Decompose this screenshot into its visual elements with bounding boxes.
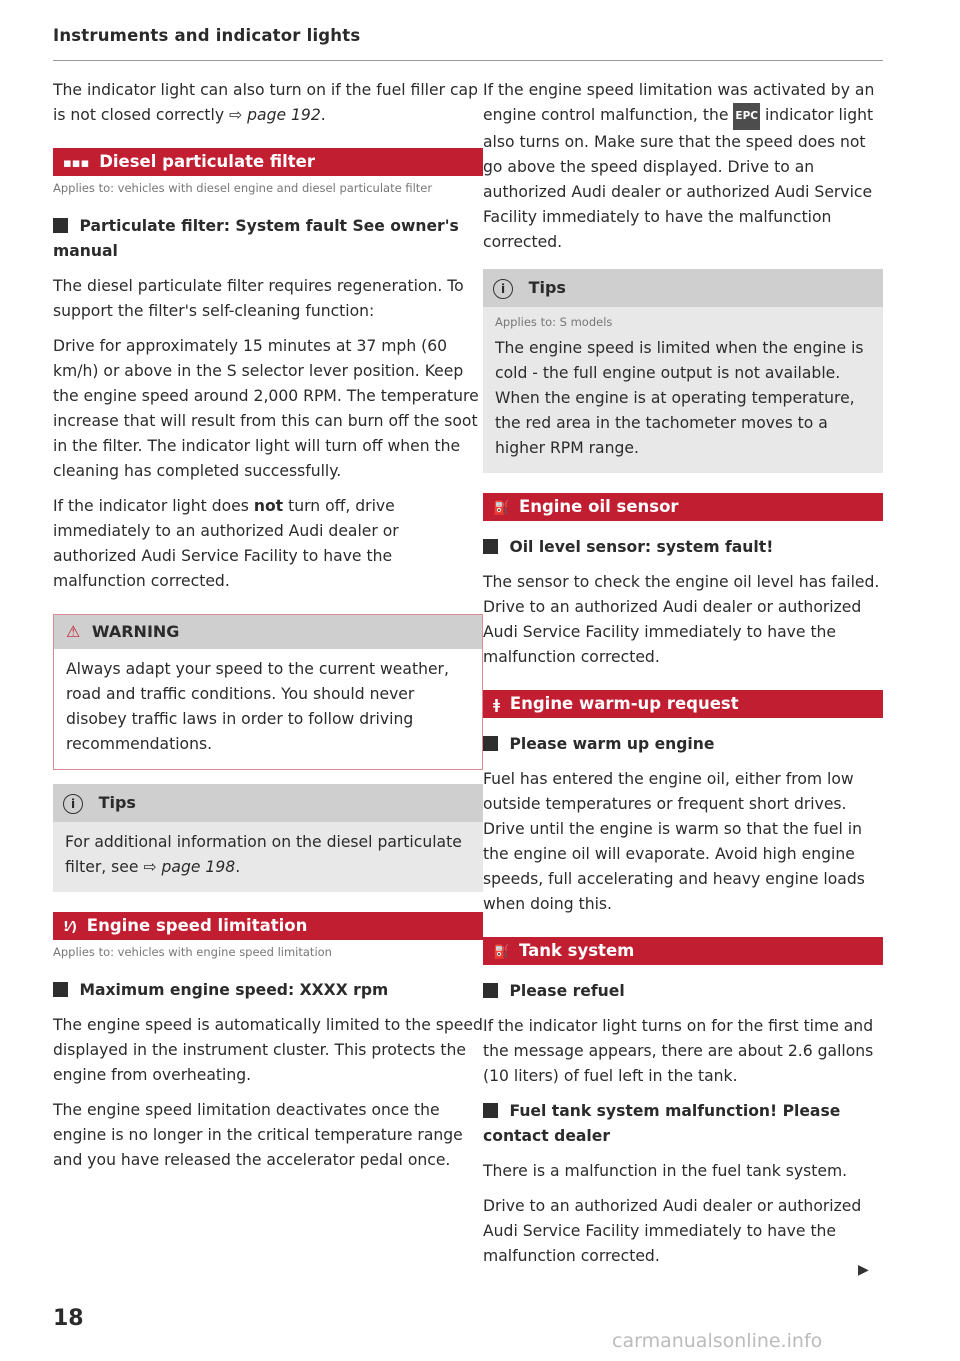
intro-paragraph: The indicator light can also turn on if the fuel filler cap is not closed correctly ⇨ page 192. <box>53 81 478 124</box>
speed-limit-subheading: Maximum engine speed: XXXX rpm <box>53 978 483 1003</box>
warmup-subheading: Please warm up engine <box>483 732 883 757</box>
warning-text: Always adapt your speed to the current weather, road and traffic conditions. You should never disobey traffic laws in order to follow driving recommendations. <box>66 660 449 753</box>
page-ref-link[interactable]: page 198 <box>161 858 236 876</box>
thermometer-icon: ǂ <box>493 698 501 713</box>
warmup-indicator-icon <box>483 736 498 751</box>
continue-arrow-icon: ▶ <box>858 1262 869 1278</box>
fuel-pump-icon: ⛽ <box>493 945 510 960</box>
oil-can-icon: ⛽ <box>493 501 510 516</box>
speed-limit-paragraph-1: The engine speed is automatically limited to the speed displayed in the instrument cluster. This protects the engine from overheating. <box>53 1016 483 1084</box>
epc-indicator-icon: EPC <box>733 103 760 130</box>
dpf-applies: Applies to: vehicles with diesel engine and diesel particulate filter <box>53 181 433 195</box>
page-ref-arrow-icon: ⇨ <box>143 858 157 876</box>
watermark: carmanualsonline.info <box>612 1330 823 1352</box>
page-ref-link[interactable]: page 192 <box>247 106 321 124</box>
left-column <box>53 78 483 1183</box>
oil-sensor-indicator-icon <box>483 539 498 554</box>
tips-header: i Tips <box>483 269 883 307</box>
page-number: 18 <box>53 1306 84 1331</box>
fuel-indicator-icon <box>483 983 498 998</box>
particulate-filter-indicator-icon <box>53 218 68 233</box>
warning-triangle-icon: ⚠ <box>66 622 81 641</box>
dpf-paragraph-2: Drive for approximately 15 minutes at 37 mph (60 km/h) or above in the S selector lever position. Keep the engine speed around 2,000 RPM. The temperature increase that will result from this can burn off the soot in the filter. The indicator light will turn off when the cleaning has completed successfully. <box>53 337 479 480</box>
speed-limit-indicator-icon <box>53 982 68 997</box>
dpf-subheading: Particulate filter: System fault See owner's manual <box>53 217 459 260</box>
speed-limit-paragraph-2: The engine speed limitation deactivates once the engine is no longer in the critical temperature range and you have released the accelerator pedal once. <box>53 1101 463 1169</box>
fuel-indicator-icon <box>483 1103 498 1118</box>
warning-header: ⚠ WARNING <box>54 615 482 649</box>
dpf-paragraph-1: The diesel particulate filter requires regeneration. To support the filter's self-cleaning function: <box>53 277 464 320</box>
tank-paragraph-1: There is a malfunction in the fuel tank system. <box>483 1162 848 1180</box>
warmup-paragraph: Fuel has entered the engine oil, either from low outside temperatures or frequent short drives. Drive until the engine is warm so that the fuel in the engine oil will evaporate. Avoid high engine speeds, full accelerating and heavy engine loads when doing this. <box>483 770 865 913</box>
right-column <box>483 78 883 1279</box>
refuel-subheading: Please refuel <box>483 979 883 1004</box>
tank-paragraph-2: Drive to an authorized Audi dealer or authorized Audi Service Facility immediately to have the malfunction corrected. <box>483 1197 862 1265</box>
tips-applies: Applies to: S models <box>495 315 613 329</box>
refuel-paragraph: If the indicator light turns on for the first time and the message appears, there are about 2.6 gallons (10 liters) of fuel left in the tank. <box>483 1017 874 1085</box>
tips-box-dpf <box>53 784 483 892</box>
speed-limit-applies: Applies to: vehicles with engine speed limitation <box>53 945 332 959</box>
oil-sensor-heading: ⛽ Engine oil sensor <box>483 493 883 521</box>
section-title: Instruments and indicator lights <box>53 26 361 45</box>
tips-header: i Tips <box>53 784 483 822</box>
warning-box <box>53 614 483 770</box>
speed-limit-heading: !⁄) Engine speed limitation <box>53 912 483 940</box>
info-icon: i <box>493 279 513 299</box>
epc-paragraph: If the engine speed limitation was activated by an engine control malfunction, the EPC indicator light also turns on. Make sure that the speed does not go above the speed displayed. Drive to an authorized Audi dealer or authorized Audi Service Facility immediately to have the malfunction corrected. <box>483 81 875 251</box>
warmup-heading: ǂ Engine warm-up request <box>483 690 883 718</box>
dpf-heading: ▪▪▪ Diesel particulate filter <box>53 148 483 176</box>
info-icon: i <box>63 794 83 814</box>
tank-heading: ⛽ Tank system <box>483 937 883 965</box>
page-ref-arrow-icon: ⇨ <box>229 106 243 124</box>
dpf-paragraph-3: If the indicator light does not turn off, drive immediately to an authorized Audi dealer or authorized Audi Service Facility to have the malfunction corrected. <box>53 497 399 590</box>
particulate-filter-icon: ▪▪▪ <box>63 156 90 171</box>
tips-text: The engine speed is limited when the engine is cold - the full engine output is not available. When the engine is at operating temperature, the red area in the tachometer moves to a higher RPM range. <box>495 339 864 457</box>
oil-subheading: Oil level sensor: system fault! <box>483 535 883 560</box>
tips-text: For additional information on the diesel particulate filter, see ⇨ page 198. <box>65 833 462 876</box>
oil-paragraph: The sensor to check the engine oil level has failed. Drive to an authorized Audi dealer or authorized Audi Service Facility immediately to have the malfunction corrected. <box>483 573 880 666</box>
tips-box-speed <box>483 269 883 473</box>
tank-malfunction-subheading: Fuel tank system malfunction! Please contact dealer <box>483 1102 841 1145</box>
page-header <box>53 26 883 61</box>
speed-limit-icon: !⁄) <box>63 920 78 935</box>
